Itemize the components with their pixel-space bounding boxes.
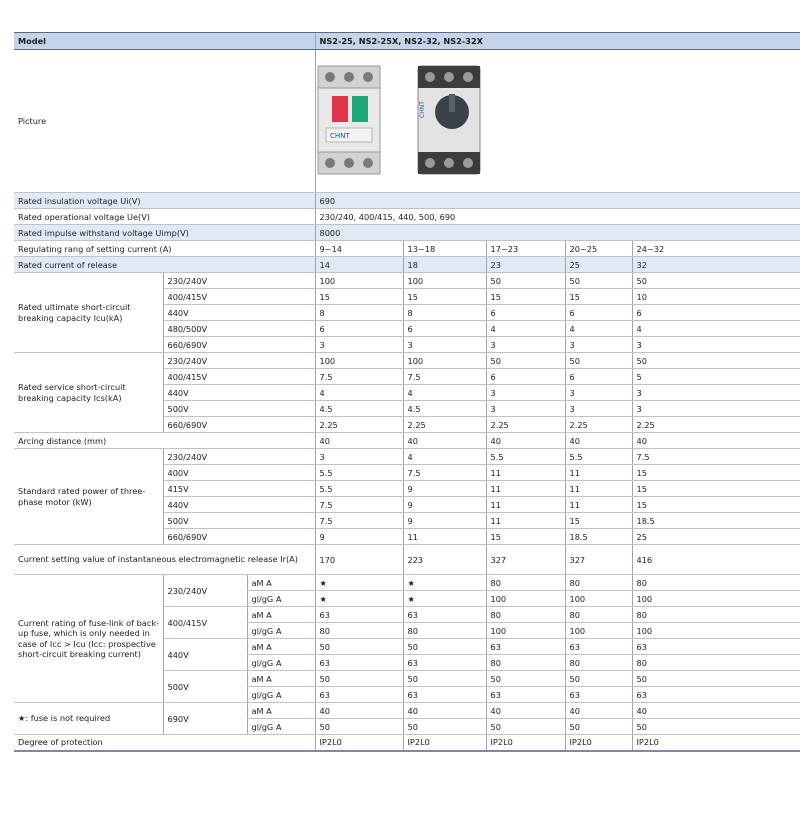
value-cell: 3: [486, 401, 565, 417]
fuse-row: [14, 575, 800, 591]
fuse-value-cell: 63: [486, 639, 565, 655]
value-cell: 3: [565, 401, 632, 417]
voltage-label: 480/500V: [163, 321, 315, 337]
value-cell: 18.5: [565, 529, 632, 545]
icu-label: Rated ultimate short-circuit breaking capacity Icu(kA): [14, 273, 163, 353]
value-cell: 4: [632, 321, 800, 337]
fuse-value-cell: 80: [486, 575, 565, 591]
value-cell: 50: [486, 273, 565, 289]
voltage-label: 400/415V: [163, 369, 315, 385]
voltage-label: 230/240V: [163, 353, 315, 369]
value-cell: 100: [315, 353, 403, 369]
value-cell: 6: [565, 369, 632, 385]
fuse-value-cell: 63: [315, 655, 403, 671]
fuse-value-cell: 50: [486, 719, 565, 735]
icu-section: [14, 273, 800, 353]
svg-text:CHNT: CHNT: [329, 132, 350, 140]
value-cell: 3: [632, 385, 800, 401]
motor-power-row: [14, 449, 800, 465]
value-cell: 2.25: [632, 417, 800, 433]
ics-section: [14, 353, 800, 433]
fuse-value-cell: 80: [632, 607, 800, 623]
value-cell: 2.25: [315, 417, 403, 433]
value-cell: 6: [632, 305, 800, 321]
voltage-label: 400V: [163, 465, 315, 481]
voltage-label: 500V: [163, 513, 315, 529]
fuse-value-cell: 63: [565, 639, 632, 655]
fuse-voltage-label: 400/415V: [163, 607, 247, 639]
fuse-value-cell: 63: [315, 607, 403, 623]
fuse-value-cell: 80: [632, 575, 800, 591]
value-cell: 9: [403, 497, 486, 513]
model-label: Model: [14, 33, 315, 50]
voltage-label: 660/690V: [163, 337, 315, 353]
fuse-value-cell: 100: [565, 623, 632, 639]
value-cell: 11: [486, 513, 565, 529]
motor-power-section: [14, 449, 800, 545]
fuse-value-cell: 100: [486, 591, 565, 607]
value-cell: 15: [632, 497, 800, 513]
value-cell: 6: [486, 369, 565, 385]
value-cell: 11: [486, 465, 565, 481]
value-cell: 9: [403, 481, 486, 497]
value-cell: 3: [315, 337, 403, 353]
fuse-value-cell: 100: [632, 591, 800, 607]
fuse-value-cell: 40: [403, 703, 486, 719]
value-cell: 50: [632, 273, 800, 289]
fuse-voltage-label: 440V: [163, 639, 247, 671]
value-cell: 15: [486, 289, 565, 305]
fuse-label: Current rating of fuse-link of back-up fuse, which is only needed in case of Icc > Icu (Icc: prospective short-circuit breaking current): [14, 575, 163, 703]
fuse-type-label: gl/gG A: [247, 719, 315, 735]
fuse-value-cell: 40: [315, 703, 403, 719]
value-cell: 9: [315, 529, 403, 545]
fuse-value-cell: 50: [486, 671, 565, 687]
voltage-label: 440V: [163, 385, 315, 401]
fuse-value-cell: ★: [403, 575, 486, 591]
fuse-voltage-label: 230/240V: [163, 575, 247, 607]
value-cell: 4: [403, 449, 486, 465]
voltage-label: 660/690V: [163, 417, 315, 433]
svg-text:CHNT: CHNT: [418, 101, 426, 118]
protection-degree-row: Degree of protection IP2L0 IP2L0 IP2L0 IP2L0 IP2L0: [14, 735, 800, 751]
voltage-label: 230/240V: [163, 273, 315, 289]
value-cell: 6: [486, 305, 565, 321]
fuse-value-cell: 80: [565, 607, 632, 623]
fuse-value-cell: 63: [403, 607, 486, 623]
model-header-row: [14, 33, 800, 50]
fuse-value-cell: 80: [565, 655, 632, 671]
fuse-value-cell: 50: [565, 671, 632, 687]
voltage-label: 660/690V: [163, 529, 315, 545]
value-cell: 15: [403, 289, 486, 305]
value-cell: 7.5: [315, 513, 403, 529]
value-cell: 50: [565, 273, 632, 289]
fuse-value-cell: 63: [632, 687, 800, 703]
fuse-value-cell: 40: [565, 703, 632, 719]
value-cell: 4: [486, 321, 565, 337]
value-cell: 7.5: [632, 449, 800, 465]
voltage-label: 440V: [163, 497, 315, 513]
fuse-value-cell: 80: [632, 655, 800, 671]
value-cell: 3: [565, 385, 632, 401]
fuse-value-cell: 63: [403, 655, 486, 671]
value-cell: 11: [565, 481, 632, 497]
value-cell: 18.5: [632, 513, 800, 529]
value-cell: 4.5: [403, 401, 486, 417]
value-cell: 100: [403, 353, 486, 369]
fuse-value-cell: 50: [315, 719, 403, 735]
value-cell: 5: [632, 369, 800, 385]
fuse-value-cell: 40: [486, 703, 565, 719]
fuse-type-label: gl/gG A: [247, 591, 315, 607]
fuse-value-cell: ★: [315, 591, 403, 607]
fuse-value-cell: 63: [315, 687, 403, 703]
value-cell: 4: [403, 385, 486, 401]
voltage-label: 500V: [163, 401, 315, 417]
fuse-value-cell: 50: [403, 719, 486, 735]
fuse-value-cell: 80: [403, 623, 486, 639]
fuse-value-cell: 100: [486, 623, 565, 639]
voltage-label: 415V: [163, 481, 315, 497]
value-cell: 3: [632, 337, 800, 353]
value-cell: 4.5: [315, 401, 403, 417]
value-cell: 15: [632, 465, 800, 481]
model-value: NS2-25, NS2-25X, NS2-32, NS2-32X: [315, 33, 800, 50]
picture-row: [14, 50, 800, 193]
value-cell: 50: [486, 353, 565, 369]
ics-row: [14, 353, 800, 369]
fuse-value-cell: 50: [632, 719, 800, 735]
fuse-value-cell: 40: [632, 703, 800, 719]
value-cell: 9: [403, 513, 486, 529]
fuse-value-cell: ★: [315, 575, 403, 591]
fuse-value-cell: 50: [403, 639, 486, 655]
voltage-label: 440V: [163, 305, 315, 321]
value-cell: 15: [632, 481, 800, 497]
fuse-row: [14, 703, 800, 719]
fuse-note: ★: fuse is not required: [14, 703, 163, 735]
breaker-ns2-32-image: [416, 64, 482, 176]
fuse-type-label: gl/gG A: [247, 655, 315, 671]
spec-table: [14, 32, 800, 752]
fuse-type-label: aM A: [247, 575, 315, 591]
value-cell: 8: [403, 305, 486, 321]
value-cell: 11: [565, 497, 632, 513]
operational-voltage-row: Rated operational voltage Ue(V) 230/240, 400/415, 440, 500, 690: [14, 209, 800, 225]
fuse-value-cell: 63: [486, 687, 565, 703]
release-current-row: Rated current of release 14 18 23 25 32: [14, 257, 800, 273]
value-cell: 2.25: [486, 417, 565, 433]
value-cell: 5.5: [486, 449, 565, 465]
picture-label: Picture: [14, 50, 315, 193]
value-cell: 3: [565, 337, 632, 353]
arcing-distance-row: Arcing distance (mm) 40 40 40 40 40: [14, 433, 800, 449]
value-cell: 50: [632, 353, 800, 369]
value-cell: 15: [565, 289, 632, 305]
value-cell: 11: [486, 497, 565, 513]
value-cell: 15: [315, 289, 403, 305]
fuse-value-cell: 80: [565, 575, 632, 591]
value-cell: 5.5: [315, 465, 403, 481]
value-cell: 100: [315, 273, 403, 289]
value-cell: 2.25: [403, 417, 486, 433]
fuse-type-label: aM A: [247, 703, 315, 719]
fuse-value-cell: ★: [403, 591, 486, 607]
value-cell: 7.5: [403, 369, 486, 385]
impulse-voltage-row: Rated impulse withstand voltage Uimp(V) 8000: [14, 225, 800, 241]
fuse-value-cell: 50: [632, 671, 800, 687]
fuse-value-cell: 63: [403, 687, 486, 703]
value-cell: 11: [403, 529, 486, 545]
icu-row: [14, 273, 800, 289]
fuse-type-label: gl/gG A: [247, 687, 315, 703]
value-cell: 3: [486, 337, 565, 353]
ics-label: Rated service short-circuit breaking capacity Ics(kA): [14, 353, 163, 433]
value-cell: 7.5: [315, 497, 403, 513]
value-cell: 6: [403, 321, 486, 337]
fuse-value-cell: 80: [486, 607, 565, 623]
setting-current-row: Regulating rang of setting current (A) 9~14 13~18 17~23 20~25 24~32: [14, 241, 800, 257]
fuse-value-cell: 80: [486, 655, 565, 671]
value-cell: 100: [403, 273, 486, 289]
value-cell: 8: [315, 305, 403, 321]
value-cell: 7.5: [403, 465, 486, 481]
value-cell: 11: [486, 481, 565, 497]
value-cell: 11: [565, 465, 632, 481]
voltage-label: 230/240V: [163, 449, 315, 465]
instantaneous-release-row: Current setting value of instantaneous electromagnetic release Ir(A) 170 223 327 327 416: [14, 545, 800, 575]
value-cell: 10: [632, 289, 800, 305]
value-cell: 6: [565, 305, 632, 321]
motor-power-label: Standard rated power of three-phase motor (kW): [14, 449, 163, 545]
value-cell: 15: [565, 513, 632, 529]
fuse-type-label: aM A: [247, 639, 315, 655]
value-cell: 50: [565, 353, 632, 369]
value-cell: 6: [315, 321, 403, 337]
value-cell: 15: [486, 529, 565, 545]
fuse-voltage-label: 500V: [163, 671, 247, 703]
fuse-value-cell: 80: [315, 623, 403, 639]
fuse-section: [14, 575, 800, 735]
picture-cell: [315, 50, 800, 193]
fuse-value-cell: 50: [315, 671, 403, 687]
fuse-value-cell: 50: [315, 639, 403, 655]
value-cell: 25: [632, 529, 800, 545]
value-cell: 3: [486, 385, 565, 401]
fuse-value-cell: 100: [565, 591, 632, 607]
breaker-ns2-25-image: [316, 64, 382, 176]
value-cell: 2.25: [565, 417, 632, 433]
fuse-value-cell: 63: [632, 639, 800, 655]
fuse-value-cell: 63: [565, 687, 632, 703]
value-cell: 3: [403, 337, 486, 353]
value-cell: 3: [315, 449, 403, 465]
value-cell: 7.5: [315, 369, 403, 385]
fuse-type-label: aM A: [247, 671, 315, 687]
fuse-type-label: aM A: [247, 607, 315, 623]
fuse-value-cell: 50: [403, 671, 486, 687]
insulation-voltage-row: Rated insulation voltage Ui(V) 690: [14, 193, 800, 209]
value-cell: 4: [565, 321, 632, 337]
value-cell: 4: [315, 385, 403, 401]
fuse-type-label: gl/gG A: [247, 623, 315, 639]
value-cell: 3: [632, 401, 800, 417]
fuse-value-cell: 50: [565, 719, 632, 735]
value-cell: 5.5: [565, 449, 632, 465]
voltage-label: 400/415V: [163, 289, 315, 305]
fuse-voltage-label: 690V: [163, 703, 247, 735]
value-cell: 5.5: [315, 481, 403, 497]
fuse-value-cell: 100: [632, 623, 800, 639]
